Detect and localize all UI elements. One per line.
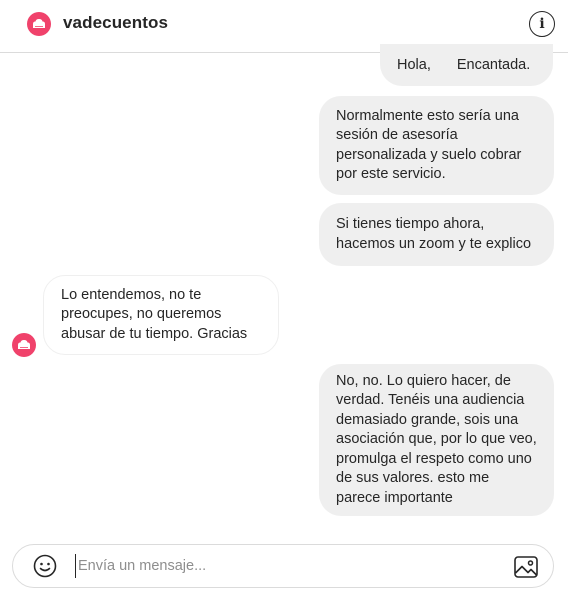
message-text: Normalmente esto sería una sesión de asesoría personalizada y suelo cobrar por este servicio.	[336, 107, 522, 182]
info-icon[interactable]: i	[529, 11, 555, 37]
message-input[interactable]	[75, 554, 498, 578]
message-composer	[12, 544, 554, 588]
message-bubble-outgoing[interactable]	[319, 96, 554, 195]
message-text: Lo entendemos, no te preocupes, no queremos abusar de tu tiempo. Gracias	[61, 286, 248, 342]
message-text: Si tienes tiempo ahora, hacemos un zoom y te explico	[336, 216, 532, 252]
message-bubble-outgoing[interactable]	[319, 364, 554, 516]
message-bubble-outgoing[interactable]	[380, 44, 553, 86]
sender-avatar-icon[interactable]	[12, 333, 36, 357]
emoji-icon[interactable]	[33, 554, 57, 578]
message-text: Hola, Encantada.	[397, 57, 531, 74]
cloud-logo-icon[interactable]	[27, 12, 51, 36]
message-bubble-incoming[interactable]	[43, 275, 279, 355]
image-icon[interactable]	[513, 554, 539, 580]
message-bubble-outgoing[interactable]	[319, 203, 554, 266]
conversation-title[interactable]: vadecuentos	[63, 13, 169, 32]
message-text: No, no. Lo quiero hacer, de verdad. Tenéis una audiencia demasiado grande, sois una asociación que, por lo que veo, promulga el respeto como uno de sus valores. esto me parece importante	[336, 372, 537, 506]
